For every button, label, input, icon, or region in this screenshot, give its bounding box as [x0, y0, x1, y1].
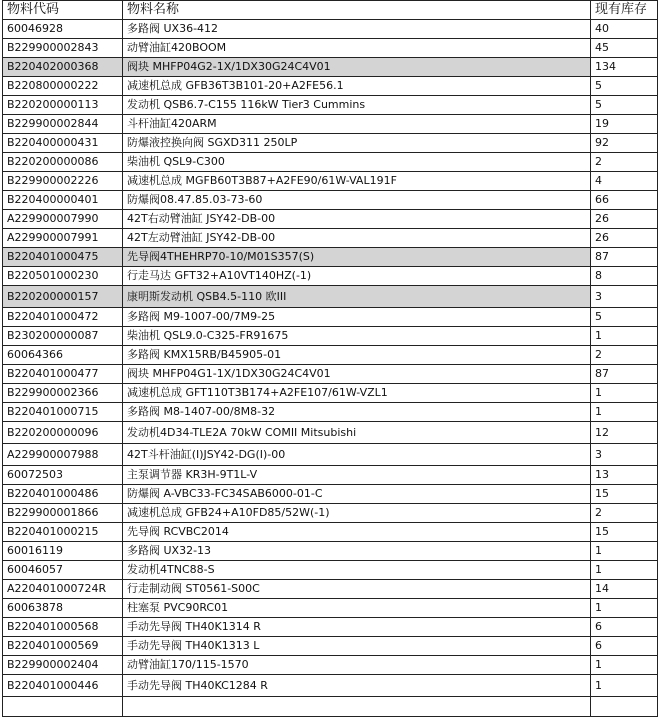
- cell-code[interactable]: 60046928: [3, 20, 123, 39]
- cell-name[interactable]: 多路阀 UX36-412: [123, 20, 591, 39]
- cell-qty[interactable]: 1: [591, 384, 658, 403]
- cell-name[interactable]: 发动机 QSB6.7-C155 116kW Tier3 Cummins: [123, 96, 591, 115]
- table-row: [3, 656, 658, 675]
- table-row: [3, 580, 658, 599]
- cell-name[interactable]: 柱塞泵 PVC90RC01: [123, 599, 591, 618]
- cell-qty[interactable]: 1: [591, 561, 658, 580]
- cell-code[interactable]: B220401000477: [3, 365, 123, 384]
- cell-name[interactable]: 柴油机 QSL9-C300: [123, 153, 591, 172]
- table-row: [3, 210, 658, 229]
- header-row: [3, 1, 658, 20]
- table-row: [3, 618, 658, 637]
- cell-name[interactable]: 多路阀 UX32-13: [123, 542, 591, 561]
- table-row: [3, 485, 658, 504]
- cell-name[interactable]: 柴油机 QSL9.0-C325-FR91675: [123, 327, 591, 346]
- table-row: [3, 153, 658, 172]
- cell-code[interactable]: B220402000368: [3, 58, 123, 77]
- cell-code[interactable]: B220200000086: [3, 153, 123, 172]
- table-row: [3, 675, 658, 697]
- cell-name[interactable]: 防爆液控换向阀 SGXD311 250LP: [123, 134, 591, 153]
- table-row: [3, 599, 658, 618]
- table-row: [3, 286, 658, 308]
- cell-name[interactable]: 动臂油缸420BOOM: [123, 39, 591, 58]
- cell-name[interactable]: 主泵调节器 KR3H-9T1L-V: [123, 466, 591, 485]
- header-name[interactable]: 物料名称: [123, 1, 591, 20]
- cell-name[interactable]: 42T左动臂油缸 JSY42-DB-00: [123, 229, 591, 248]
- table-row: [3, 267, 658, 286]
- cell-code[interactable]: B220401000446: [3, 675, 123, 697]
- cell-qty[interactable]: 5: [591, 308, 658, 327]
- cell-name[interactable]: 行走制动阀 ST0561-S00C: [123, 580, 591, 599]
- cell-qty[interactable]: 1: [591, 542, 658, 561]
- cell-code[interactable]: 60072503: [3, 466, 123, 485]
- cell-name[interactable]: 减速机总成 MGFB60T3B87+A2FE90/61W-VAL191F: [123, 172, 591, 191]
- cell-code[interactable]: B220401000715: [3, 403, 123, 422]
- cell-code[interactable]: B220501000230: [3, 267, 123, 286]
- table-row: [3, 384, 658, 403]
- cell-name[interactable]: 手动先导阀 TH40K1313 L: [123, 637, 591, 656]
- table-row: [3, 466, 658, 485]
- cell-code[interactable]: B229900002226: [3, 172, 123, 191]
- cell-qty[interactable]: 40: [591, 20, 658, 39]
- cell-qty[interactable]: 1: [591, 327, 658, 346]
- cell-name[interactable]: 手动先导阀 TH40K1314 R: [123, 618, 591, 637]
- inventory-sheet: [2, 0, 657, 717]
- cell-qty[interactable]: 92: [591, 134, 658, 153]
- table-row: [3, 365, 658, 384]
- empty-cell[interactable]: [123, 697, 591, 717]
- cell-qty[interactable]: 5: [591, 77, 658, 96]
- table-row: [3, 172, 658, 191]
- cell-code[interactable]: B229900001866: [3, 504, 123, 523]
- cell-qty[interactable]: 3: [591, 286, 658, 308]
- table-row: [3, 248, 658, 267]
- cell-qty[interactable]: 15: [591, 485, 658, 504]
- cell-code[interactable]: B229900002844: [3, 115, 123, 134]
- cell-qty[interactable]: 6: [591, 618, 658, 637]
- cell-qty[interactable]: 87: [591, 365, 658, 384]
- table-row: [3, 96, 658, 115]
- cell-qty[interactable]: 2: [591, 346, 658, 365]
- header-code[interactable]: 物料代码: [3, 1, 123, 20]
- cell-name[interactable]: 多路阀 M9-1007-00/7M9-25: [123, 308, 591, 327]
- table-row: [3, 561, 658, 580]
- cell-name[interactable]: 斗杆油缸420ARM: [123, 115, 591, 134]
- table-row: [3, 308, 658, 327]
- cell-qty[interactable]: 2: [591, 153, 658, 172]
- table-row: [3, 523, 658, 542]
- cell-qty[interactable]: 19: [591, 115, 658, 134]
- empty-row: [3, 697, 658, 717]
- cell-qty[interactable]: 134: [591, 58, 658, 77]
- empty-cell[interactable]: [3, 697, 123, 717]
- cell-code[interactable]: A229900007988: [3, 444, 123, 466]
- cell-name[interactable]: 减速机总成 GFB36T3B101-20+A2FE56.1: [123, 77, 591, 96]
- cell-qty[interactable]: 66: [591, 191, 658, 210]
- cell-qty[interactable]: 15: [591, 523, 658, 542]
- cell-code[interactable]: A220401000724R: [3, 580, 123, 599]
- cell-name[interactable]: 手动先导阀 TH40KC1284 R: [123, 675, 591, 697]
- table-row: [3, 134, 658, 153]
- cell-code[interactable]: B229900002404: [3, 656, 123, 675]
- cell-code[interactable]: B220400000401: [3, 191, 123, 210]
- cell-qty[interactable]: 1: [591, 656, 658, 675]
- cell-qty[interactable]: 26: [591, 229, 658, 248]
- header-qty[interactable]: 现有库存: [591, 1, 658, 20]
- cell-code[interactable]: 60016119: [3, 542, 123, 561]
- cell-name[interactable]: 防爆阀 A-VBC33-FC34SAB6000-01-C: [123, 485, 591, 504]
- cell-name[interactable]: 阀块 MHFP04G2-1X/1DX30G24C4V01: [123, 58, 591, 77]
- table-row: [3, 403, 658, 422]
- cell-name[interactable]: 42T斗杆油缸(I)JSY42-DG(I)-00: [123, 444, 591, 466]
- cell-name[interactable]: 行走马达 GFT32+A10VT140HZ(-1): [123, 267, 591, 286]
- table-row: [3, 77, 658, 96]
- cell-name[interactable]: 先导阀 RCVBC2014: [123, 523, 591, 542]
- cell-code[interactable]: B229900002843: [3, 39, 123, 58]
- cell-code[interactable]: A229900007990: [3, 210, 123, 229]
- cell-qty[interactable]: 87: [591, 248, 658, 267]
- cell-qty[interactable]: 4: [591, 172, 658, 191]
- cell-qty[interactable]: 14: [591, 580, 658, 599]
- cell-code[interactable]: B220200000157: [3, 286, 123, 308]
- cell-name[interactable]: 动臂油缸170/115-1570: [123, 656, 591, 675]
- table-row: [3, 444, 658, 466]
- table-row: [3, 637, 658, 656]
- cell-qty[interactable]: 8: [591, 267, 658, 286]
- cell-name[interactable]: 防爆阀08.47.85.03-73-60: [123, 191, 591, 210]
- cell-code[interactable]: 60064366: [3, 346, 123, 365]
- cell-code[interactable]: B220401000568: [3, 618, 123, 637]
- empty-cell[interactable]: [591, 697, 658, 717]
- cell-code[interactable]: B229900002366: [3, 384, 123, 403]
- table-row: [3, 115, 658, 134]
- cell-qty[interactable]: 3: [591, 444, 658, 466]
- cell-code[interactable]: B220401000215: [3, 523, 123, 542]
- cell-code[interactable]: B220200000096: [3, 422, 123, 444]
- table-row: [3, 327, 658, 346]
- cell-name[interactable]: 多路阀 KMX15RB/B45905-01: [123, 346, 591, 365]
- cell-code[interactable]: 60046057: [3, 561, 123, 580]
- inventory-table: [2, 0, 658, 717]
- cell-name[interactable]: 42T右动臂油缸 JSY42-DB-00: [123, 210, 591, 229]
- cell-qty[interactable]: 45: [591, 39, 658, 58]
- cell-code[interactable]: 60063878: [3, 599, 123, 618]
- cell-qty[interactable]: 1: [591, 599, 658, 618]
- cell-qty[interactable]: 1: [591, 675, 658, 697]
- cell-name[interactable]: 减速机总成 GFT110T3B174+A2FE107/61W-VZL1: [123, 384, 591, 403]
- cell-qty[interactable]: 6: [591, 637, 658, 656]
- cell-code[interactable]: B220800000222: [3, 77, 123, 96]
- cell-qty[interactable]: 1: [591, 403, 658, 422]
- cell-name[interactable]: 发动机4TNC88-S: [123, 561, 591, 580]
- cell-name[interactable]: 减速机总成 GFB24+A10FD85/52W(-1): [123, 504, 591, 523]
- table-row: [3, 542, 658, 561]
- cell-code[interactable]: B220401000569: [3, 637, 123, 656]
- table-row: [3, 20, 658, 39]
- cell-qty[interactable]: 13: [591, 466, 658, 485]
- cell-qty[interactable]: 26: [591, 210, 658, 229]
- cell-name[interactable]: 康明斯发动机 QSB4.5-110 欧III: [123, 286, 591, 308]
- table-row: [3, 191, 658, 210]
- cell-name[interactable]: 发动机4D34-TLE2A 70kW COMII Mitsubishi: [123, 422, 591, 444]
- cell-name[interactable]: 多路阀 M8-1407-00/8M8-32: [123, 403, 591, 422]
- cell-qty[interactable]: 2: [591, 504, 658, 523]
- cell-name[interactable]: 先导阀4THEHRP70-10/M01S357(S): [123, 248, 591, 267]
- cell-code[interactable]: B230200000087: [3, 327, 123, 346]
- cell-code[interactable]: A229900007991: [3, 229, 123, 248]
- cell-code[interactable]: B220200000113: [3, 96, 123, 115]
- cell-code[interactable]: B220401000486: [3, 485, 123, 504]
- table-row: [3, 39, 658, 58]
- table-row: [3, 422, 658, 444]
- table-row: [3, 229, 658, 248]
- cell-code[interactable]: B220400000431: [3, 134, 123, 153]
- cell-qty[interactable]: 5: [591, 96, 658, 115]
- cell-code[interactable]: B220401000475: [3, 248, 123, 267]
- table-row: [3, 58, 658, 77]
- table-row: [3, 346, 658, 365]
- cell-name[interactable]: 阀块 MHFP04G1-1X/1DX30G24C4V01: [123, 365, 591, 384]
- cell-code[interactable]: B220401000472: [3, 308, 123, 327]
- cell-qty[interactable]: 12: [591, 422, 658, 444]
- table-row: [3, 504, 658, 523]
